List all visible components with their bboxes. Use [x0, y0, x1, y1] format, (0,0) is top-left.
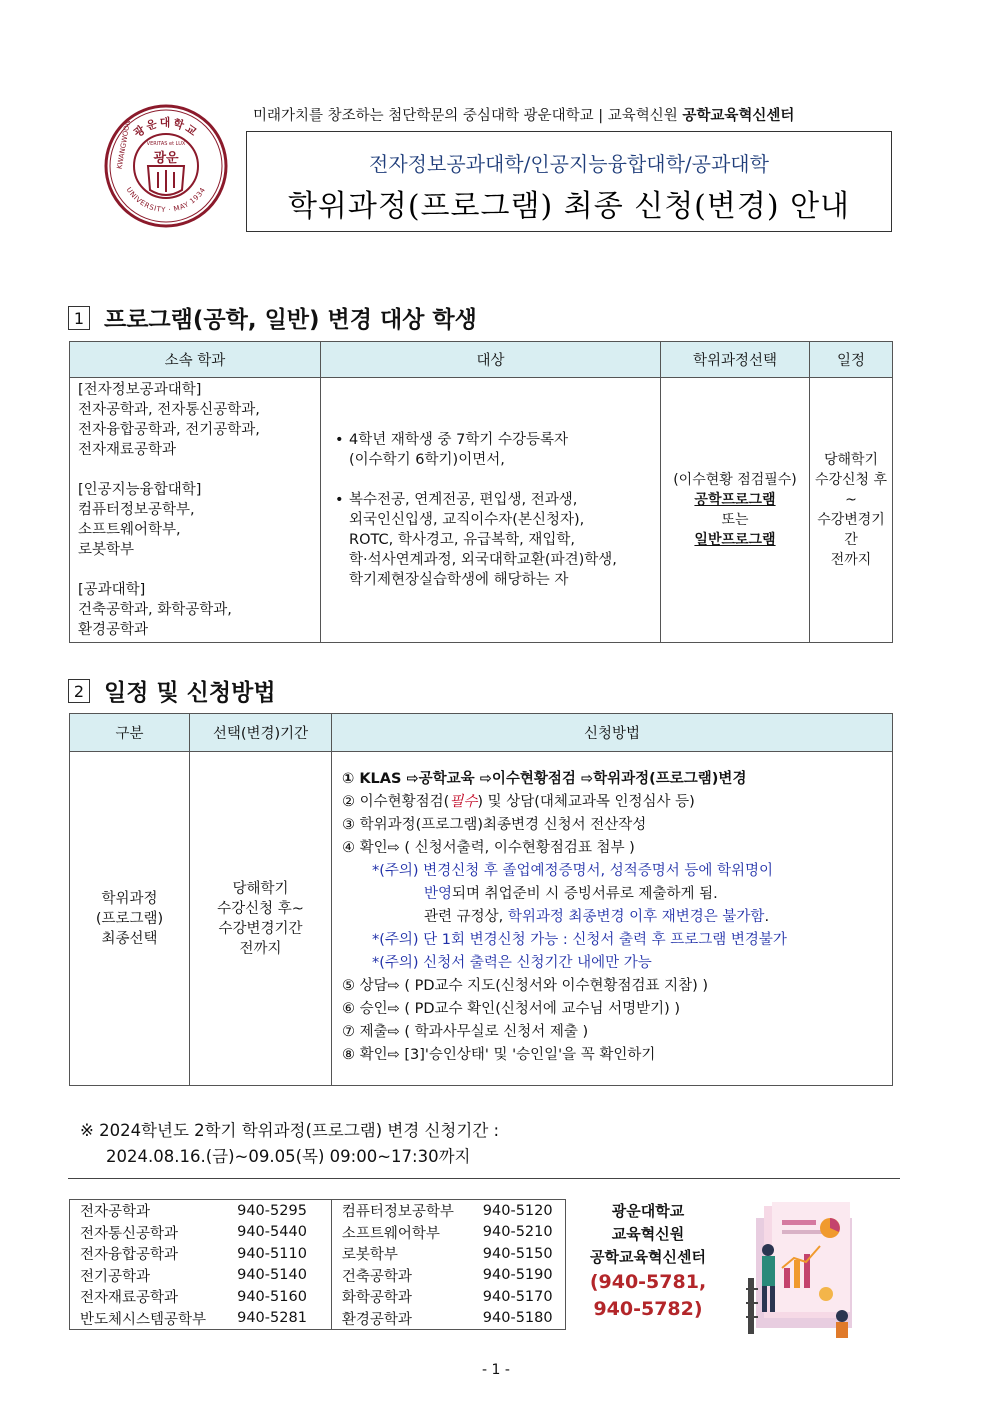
- seal-bottom-text: UNIVERSITY · MAY 1934: [124, 185, 208, 215]
- contact-phone: 940-5170: [482, 1288, 553, 1305]
- contact-dept: 전자융합공학과: [80, 1247, 179, 1264]
- target-students-table: [69, 341, 893, 643]
- contact-phone: 940-5160: [237, 1288, 307, 1305]
- page-number: - 1 -: [482, 1362, 510, 1378]
- seal-left-text: KWANGWOON: [115, 119, 133, 170]
- dept-line: 전자융합공학과, 전기공학과,: [78, 422, 260, 438]
- page-title: 학위과정(프로그램) 최종 신청(변경) 안내: [287, 189, 851, 224]
- contact-dept: 컴퓨터정보공학부: [331, 1200, 472, 1222]
- contact-phone: 940-5281: [237, 1310, 307, 1327]
- contact-dept: 건축공학과: [331, 1265, 472, 1287]
- contact-phone: 940-5150: [482, 1245, 553, 1262]
- step-8: ⑧ 확인⇨ [3]'승인상태' 및 '승인일'을 꼭 확인하기: [342, 1047, 656, 1063]
- section2-number: 2: [68, 679, 90, 703]
- notice-line-2: 2024.08.16.(금)~09.05(목) 09:00~17:30까지: [106, 1147, 471, 1166]
- office-phone-2: 940-5782): [593, 1298, 703, 1320]
- contact-row: [70, 1200, 566, 1222]
- contact-phone: 940-5210: [482, 1224, 553, 1241]
- target-cell: [321, 378, 661, 643]
- section1-title: 프로그램(공학, 일반) 변경 대상 학생: [104, 307, 477, 333]
- office-univ: 광운대학교: [611, 1202, 685, 1220]
- caution-1-cont: 반영되며 취업준비 시 증빙서류로 제출하게 됨.: [424, 886, 718, 902]
- contact-phone: 940-5440: [237, 1224, 307, 1241]
- choice-or: 또는: [721, 512, 749, 528]
- method-cell: [332, 752, 893, 1086]
- contact-table: [69, 1199, 566, 1330]
- caution-2: *(주의) 단 1회 변경신청 가능 : 신청서 출력 후 프로그램 변경불가: [372, 932, 787, 948]
- step-5: ⑤ 상담⇨ ( PD교수 지도(신청서와 이수현황점검표 지참) ): [342, 978, 709, 994]
- table-header-row: [70, 714, 893, 752]
- schedule-method-table: [69, 713, 893, 1086]
- step-6: ⑥ 승인⇨ ( PD교수 확인(신청서에 교수님 서명받기) ): [342, 1001, 681, 1017]
- university-seal: [104, 104, 228, 228]
- slogan-center-name: 공학교육혁신센터: [682, 108, 795, 124]
- divider: [68, 1178, 900, 1179]
- table-row: [70, 752, 893, 1086]
- step-7: ⑦ 제출⇨ ( 학과사무실로 신청서 제출 ): [342, 1024, 589, 1040]
- contact-row: [70, 1265, 566, 1287]
- table-header-row: [70, 342, 893, 378]
- dept-cell: [70, 378, 321, 643]
- slogan: [253, 104, 794, 125]
- office-institute: 교육혁신원: [611, 1225, 685, 1243]
- step-4: ④ 확인⇨ ( 신청서출력, 이수현황점검표 첨부 ): [342, 840, 635, 856]
- contact-phone: 940-5120: [482, 1202, 553, 1219]
- col-header-target: 대상: [321, 342, 661, 378]
- period-cell: 당해학기 수강신청 후~ 수강변경기간 전까지: [190, 752, 332, 1086]
- dept-line: 전자공학과, 전자통신공학과,: [78, 402, 260, 418]
- col-header-schedule: 일정: [810, 342, 893, 378]
- col-header-category: 구분: [70, 714, 190, 752]
- contact-row: [70, 1286, 566, 1308]
- section2-title: 일정 및 신청방법: [104, 680, 276, 706]
- contact-row: [70, 1222, 566, 1244]
- dept-line: 로봇학부: [78, 542, 135, 558]
- col-header-choice: 학위과정선택: [661, 342, 810, 378]
- contact-phone: 940-5140: [237, 1267, 307, 1284]
- seal-center-text: 광운: [153, 151, 179, 166]
- office-contact: [578, 1200, 718, 1323]
- office-phone-1: (940-5781,: [589, 1271, 707, 1293]
- contact-dept: 환경공학과: [331, 1308, 472, 1330]
- notice-line-1: ※ 2024학년도 2학기 학위과정(프로그램) 변경 신청기간 :: [80, 1121, 500, 1140]
- choice-engineering-program: 공학프로그램: [694, 492, 776, 508]
- document-illustration: [742, 1198, 862, 1338]
- contact-dept: 전자재료공학과: [80, 1290, 179, 1307]
- college-electronic: [전자정보공과대학]: [78, 382, 202, 398]
- caution-1: *(주의) 변경신청 후 졸업예정증명서, 성적증명서 등에 학위명이: [372, 863, 774, 879]
- col-header-method: 신청방법: [332, 714, 893, 752]
- contact-dept: 화학공학과: [331, 1286, 472, 1308]
- college-ai: [인공지능융합대학]: [78, 482, 202, 498]
- caution-3: *(주의) 신청서 출력은 신청기간 내에만 가능: [372, 955, 652, 971]
- dept-line: 전자재료공학과: [78, 442, 177, 458]
- dept-line: 컴퓨터정보공학부,: [78, 502, 195, 518]
- choice-cell: [661, 378, 810, 643]
- page-subtitle: 전자정보공과대학/인공지능융합대학/공과대학: [369, 152, 769, 176]
- contact-row: [70, 1308, 566, 1330]
- contact-dept: 전기공학과: [80, 1268, 151, 1285]
- table-row: [70, 378, 893, 643]
- target-item: • 4학년 재학생 중 7학기 수강등록자 (이수학기 6학기)이면서,: [349, 430, 652, 470]
- seal-motto: VERITAS et LUX: [146, 141, 186, 147]
- contact-dept: 반도체시스템공학부: [80, 1311, 207, 1328]
- dept-line: 환경공학과: [78, 622, 149, 638]
- choice-general-program: 일반프로그램: [694, 532, 776, 548]
- title-box: [246, 131, 892, 232]
- application-period-notice: [80, 1118, 499, 1170]
- contact-row: [70, 1243, 566, 1265]
- step-2: ② 이수현황점검(필수) 및 상담(대체교과목 인정심사 등): [342, 794, 695, 810]
- contact-phone: 940-5295: [237, 1202, 307, 1219]
- office-center: 공학교육혁신센터: [590, 1248, 706, 1266]
- target-item: • 복수전공, 연계전공, 편입생, 전과생, 외국인신입생, 교직이수자(본신청자), ROTC, 학사경고, 유급복학, 재입학, 학·석사연계과정, 외국대학교환(파견)학생, 학기제현장실습학생에 해당하는 자: [349, 490, 652, 590]
- col-header-dept: 소속 학과: [70, 342, 321, 378]
- seal-top-text: 광운대학교: [131, 116, 201, 140]
- college-engineering: [공과대학]: [78, 582, 146, 598]
- contact-dept: 로봇학부: [331, 1243, 472, 1265]
- contact-dept: 전자공학과: [80, 1204, 151, 1221]
- contact-phone: 940-5180: [482, 1310, 553, 1327]
- category-cell: 학위과정 (프로그램) 최종선택: [70, 752, 190, 1086]
- schedule-cell: 당해학기 수강신청 후~ 수강변경기간 전까지: [810, 378, 893, 643]
- section1-number: 1: [68, 306, 90, 330]
- contact-dept: 소프트웨어학부: [331, 1222, 472, 1244]
- step-1: ① KLAS ⇨공학교육 ⇨이수현황점검 ⇨학위과정(프로그램)변경: [342, 771, 747, 787]
- step-3: ③ 학위과정(프로그램)최종변경 신청서 전산작성: [342, 817, 647, 833]
- contact-dept: 전자통신공학과: [80, 1225, 179, 1242]
- dept-line: 건축공학과, 화학공학과,: [78, 602, 232, 618]
- section1-heading: [68, 301, 477, 334]
- slogan-prefix: 미래가치를 창조하는 첨단학문의 중심대학 광운대학교 | 교육혁신원: [253, 108, 683, 124]
- dept-line: 소프트웨어학부,: [78, 522, 181, 538]
- section2-heading: [68, 674, 276, 707]
- choice-note: (이수현황 점검필수): [673, 472, 797, 488]
- col-header-period: 선택(변경)기간: [190, 714, 332, 752]
- contact-phone: 940-5190: [482, 1267, 553, 1284]
- contact-phone: 940-5110: [237, 1245, 307, 1262]
- caution-1-rule: 관련 규정상, 학위과정 최종변경 이후 재변경은 불가함.: [424, 909, 770, 925]
